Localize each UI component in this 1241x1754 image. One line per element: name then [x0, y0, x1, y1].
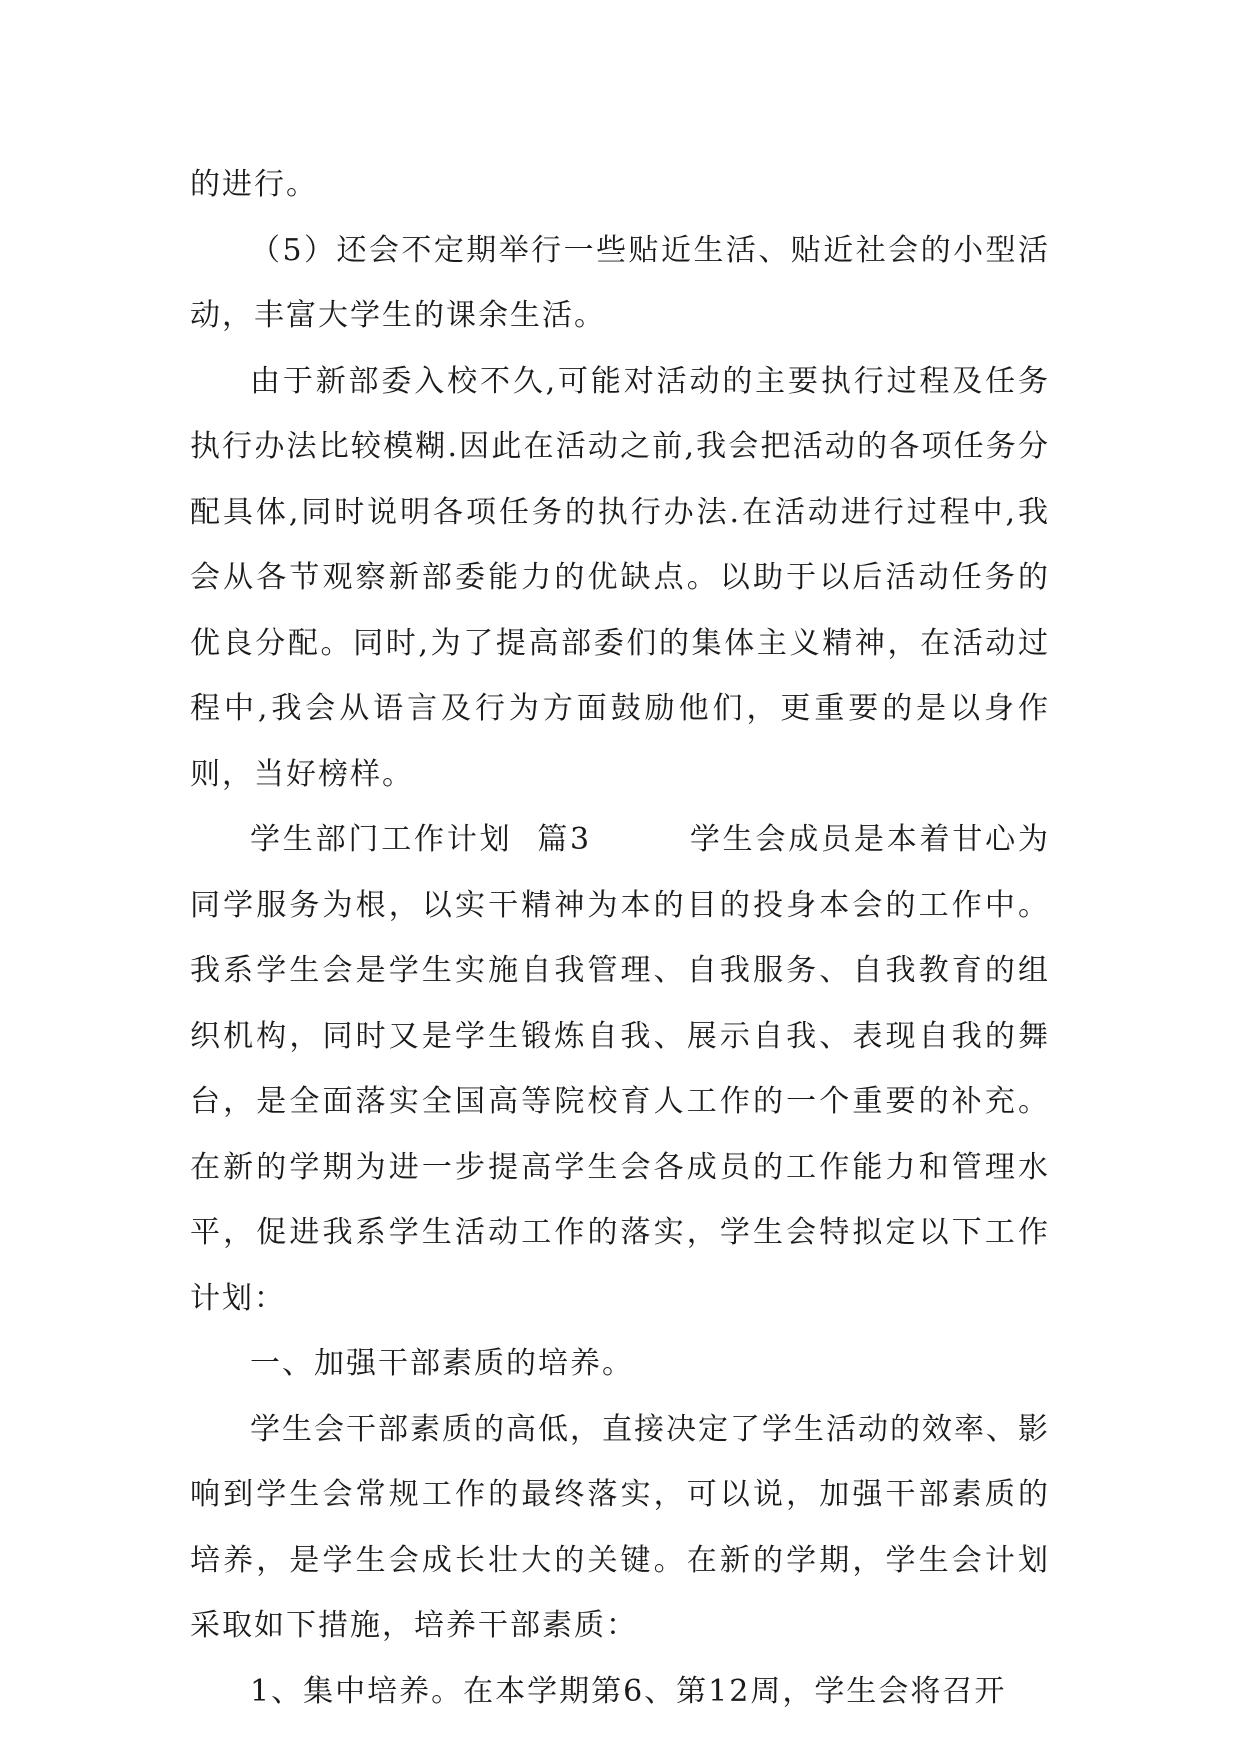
section-heading-1: 一、加强干部素质的培养。: [250, 1346, 634, 1381]
paragraph-cadre-quality: 学生会干部素质的高低，直接决定了学生活动的效率、影响到学生会常规工作的最终落实，可以说，加强干部素质的培养，是学生会成长壮大的关键。在新的学期，学生会计划采取如下措施，培养干部素质：: [190, 1411, 1050, 1643]
paragraph-item-1: 1、集中培养。在本学期第6、第12周，学生会将召开: [250, 1673, 1007, 1709]
paragraph-item-5: （5）还会不定期举行一些贴近生活、贴近社会的小型活动，丰富大学生的课余生活。: [190, 232, 1050, 333]
paragraph-section-3-intro: 学生部门工作计划 篇3 学生会成员是本着甘心为同学服务为根，以实干精神为本的目的投身本会的工作中。我系学生会是学生实施自我管理、自我服务、自我教育的组织机构，同时又是学生锻炼自我、展示自我、表现自我的舞台，是全面落实全国高等院校育人工作的一个重要的补充。在新的学期为进一步提高学生会各成员的工作能力和管理水平，促进我系学生活动工作的落实，学生会特拟定以下工作计划：: [190, 822, 1050, 1316]
paragraph-continuation: 的进行。: [190, 167, 318, 202]
document-body: [190, 152, 1050, 1724]
paragraph-activity-plan: 由于新部委入校不久,可能对活动的主要执行过程及任务执行办法比较模糊.因此在活动之前,我会把活动的各项任务分配具体,同时说明各项任务的执行办法.在活动进行过程中,我会从各节观察新部委能力的优缺点。以助于以后活动任务的优良分配。同时,为了提高部委们的集体主义精神，在活动过程中,我会从语言及行为方面鼓励他们，更重要的是以身作则，当好榜样。: [190, 363, 1050, 792]
